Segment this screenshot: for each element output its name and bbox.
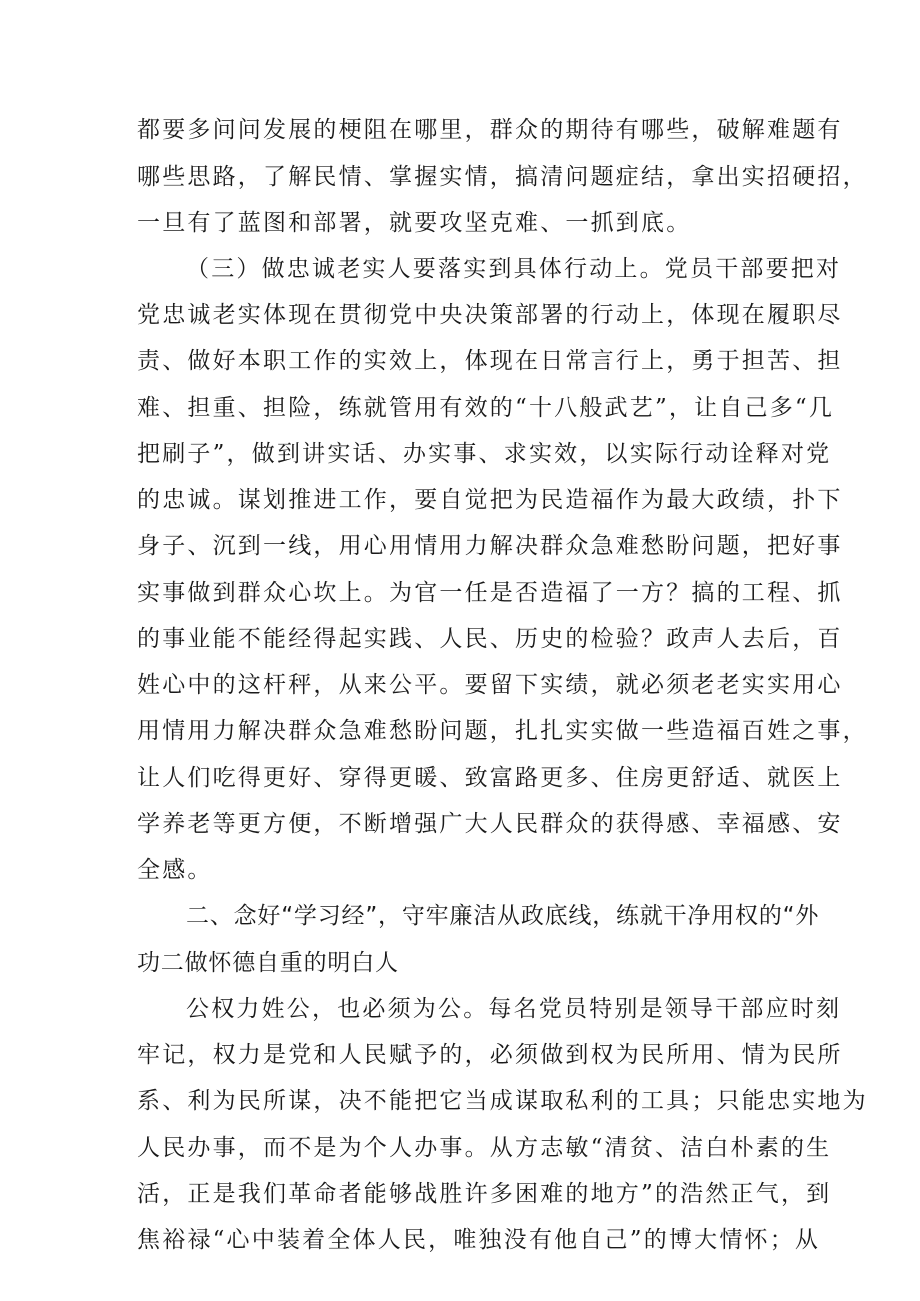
text-line: 都要多问问发展的梗阻在哪里，群众的期待有哪些，破解难题有 (137, 117, 843, 143)
chapter-heading-line: 二、念好“学习经”，守牢廉洁从政底线，练就干净用权的“外 (186, 903, 820, 929)
text-line: 把刷子”，做到讲实话、办实事、求实效，以实际行动诠释对党 (137, 441, 832, 467)
text-line: 系、利为民所谋，决不能把它当成谋取私利的工具；只能忠实地为 (137, 1088, 868, 1114)
text-line: 党忠诚老实体现在贯彻党中央决策部署的行动上，体现在履职尽 (137, 302, 843, 328)
text-line: 实事做到群众心坎上。为官一任是否造福了一方？搞的工程、抓 (137, 580, 843, 606)
text-line: 的事业能不能经得起实践、人民、历史的检验？政声人去后，百 (137, 626, 843, 652)
text-line: 活，正是我们革命者能够战胜许多困难的地方”的浩然正气，到 (137, 1181, 832, 1207)
text-line: 一旦有了蓝图和部署，就要攻坚克难、一抓到底。 (137, 210, 692, 236)
text-line: 难、担重、担险，练就管用有效的“十八般武艺”，让自己多“几 (137, 395, 835, 421)
text-line: 姓心中的这杆秤，从来公平。要留下实绩，就必须老老实实用心 (137, 672, 843, 698)
text-line: 责、做好本职工作的实效上，体现在日常言行上，勇于担苦、担 (137, 348, 843, 374)
text-line: 身子、沉到一线，用心用情用力解决群众急难愁盼问题，把好事 (137, 533, 843, 559)
text-line: 牢记，权力是党和人民赋予的，必须做到权为民所用、情为民所 (137, 1042, 843, 1068)
text-line: 公权力姓公，也必须为公。每名党员特别是领导干部应时刻 (186, 996, 842, 1022)
text-line: 全感。 (137, 857, 213, 883)
text-line: 学养老等更方便，不断增强广大人民群众的获得感、幸福感、安 (137, 811, 843, 837)
text-line: 焦裕禄“心中装着全体人民，唯独没有他自己”的博大情怀；从 (137, 1227, 821, 1253)
text-line: 人民办事，而不是为个人办事。从方志敏“清贫、洁白朴素的生 (137, 1135, 832, 1161)
text-line: 哪些思路，了解民情、掌握实情，搞清问题症结，拿出实招硬招， (137, 164, 868, 190)
section-heading-line: （三）做忠诚老实人要落实到具体行动上。党员干部要把对 (186, 256, 842, 282)
text-line: 用情用力解决群众急难愁盼问题，扎扎实实做一些造福百姓之事， (137, 718, 868, 744)
text-line: 的忠诚。谋划推进工作，要自觉把为民造福作为最大政绩，扑下 (137, 487, 843, 513)
chapter-heading-line: 功二做怀德自重的明白人 (137, 950, 399, 976)
text-line: 让人们吃得更好、穿得更暖、致富路更多、住房更舒适、就医上 (137, 765, 843, 791)
